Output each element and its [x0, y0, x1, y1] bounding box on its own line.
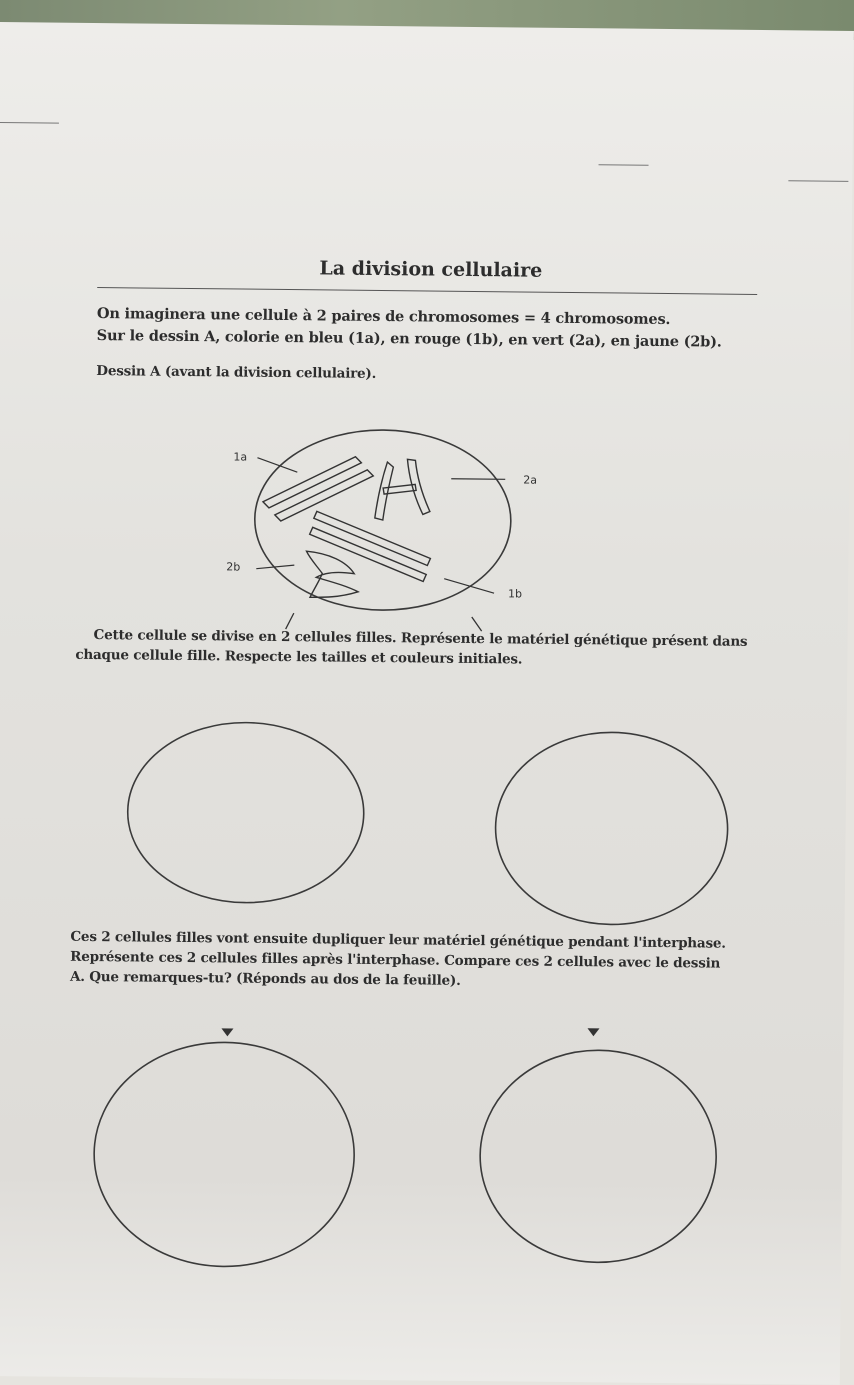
- instruction-2-line-3: A. Que remarques-tu? (Réponds au dos de la feuille).: [69, 968, 461, 989]
- drawing-a-caption: Dessin A (avant la division cellulaire).: [96, 363, 377, 382]
- pointer-1a: [257, 458, 297, 472]
- daughter-cell-1: [127, 721, 365, 903]
- instruction-1-line-2: chaque cellule fille. Respecte les tailles et couleurs initiales.: [75, 646, 523, 668]
- marker-left: [221, 1028, 233, 1036]
- diagram-layer: [0, 22, 854, 1385]
- chromosome-1b: [309, 511, 431, 581]
- instruction-2-line-2: Représente ces 2 cellules filles après l'interphase. Compare ces 2 cellules avec le dessin: [70, 948, 721, 972]
- label-1b: 1b: [507, 587, 523, 601]
- interphase-cell-2: [479, 1049, 717, 1263]
- label-2a: 2a: [523, 473, 538, 487]
- marker-right: [587, 1028, 599, 1036]
- chromosome-2a: [375, 459, 431, 521]
- interphase-cell-1: [93, 1041, 355, 1268]
- instruction-1-line-1: Cette cellule se divise en 2 cellules filles. Représente le matériel génétique présent dans: [93, 627, 748, 650]
- worksheet-page: [0, 22, 854, 1385]
- intro-text-1: On imaginera une cellule à 2 paires de chromosomes = 4 chromosomes.: [96, 305, 671, 329]
- page-title: La division cellulaire: [319, 257, 543, 282]
- label-1a: 1a: [233, 450, 248, 464]
- instruction-2-line-1: Ces 2 cellules filles vont ensuite dupliquer leur matériel génétique pendant l'interphase.: [70, 928, 726, 952]
- chromosome-2b: [306, 551, 358, 598]
- daughter-cell-2: [495, 731, 729, 925]
- intro-text-2: Sur le dessin A, colorie en bleu (1a), en rouge (1b), en vert (2a), en jaune (2b).: [96, 327, 722, 351]
- arrow-left: [286, 613, 294, 629]
- label-2b: 2b: [226, 560, 241, 574]
- pointer-2a: [451, 479, 505, 480]
- pointer-1b: [444, 579, 494, 594]
- arrow-right: [472, 617, 482, 631]
